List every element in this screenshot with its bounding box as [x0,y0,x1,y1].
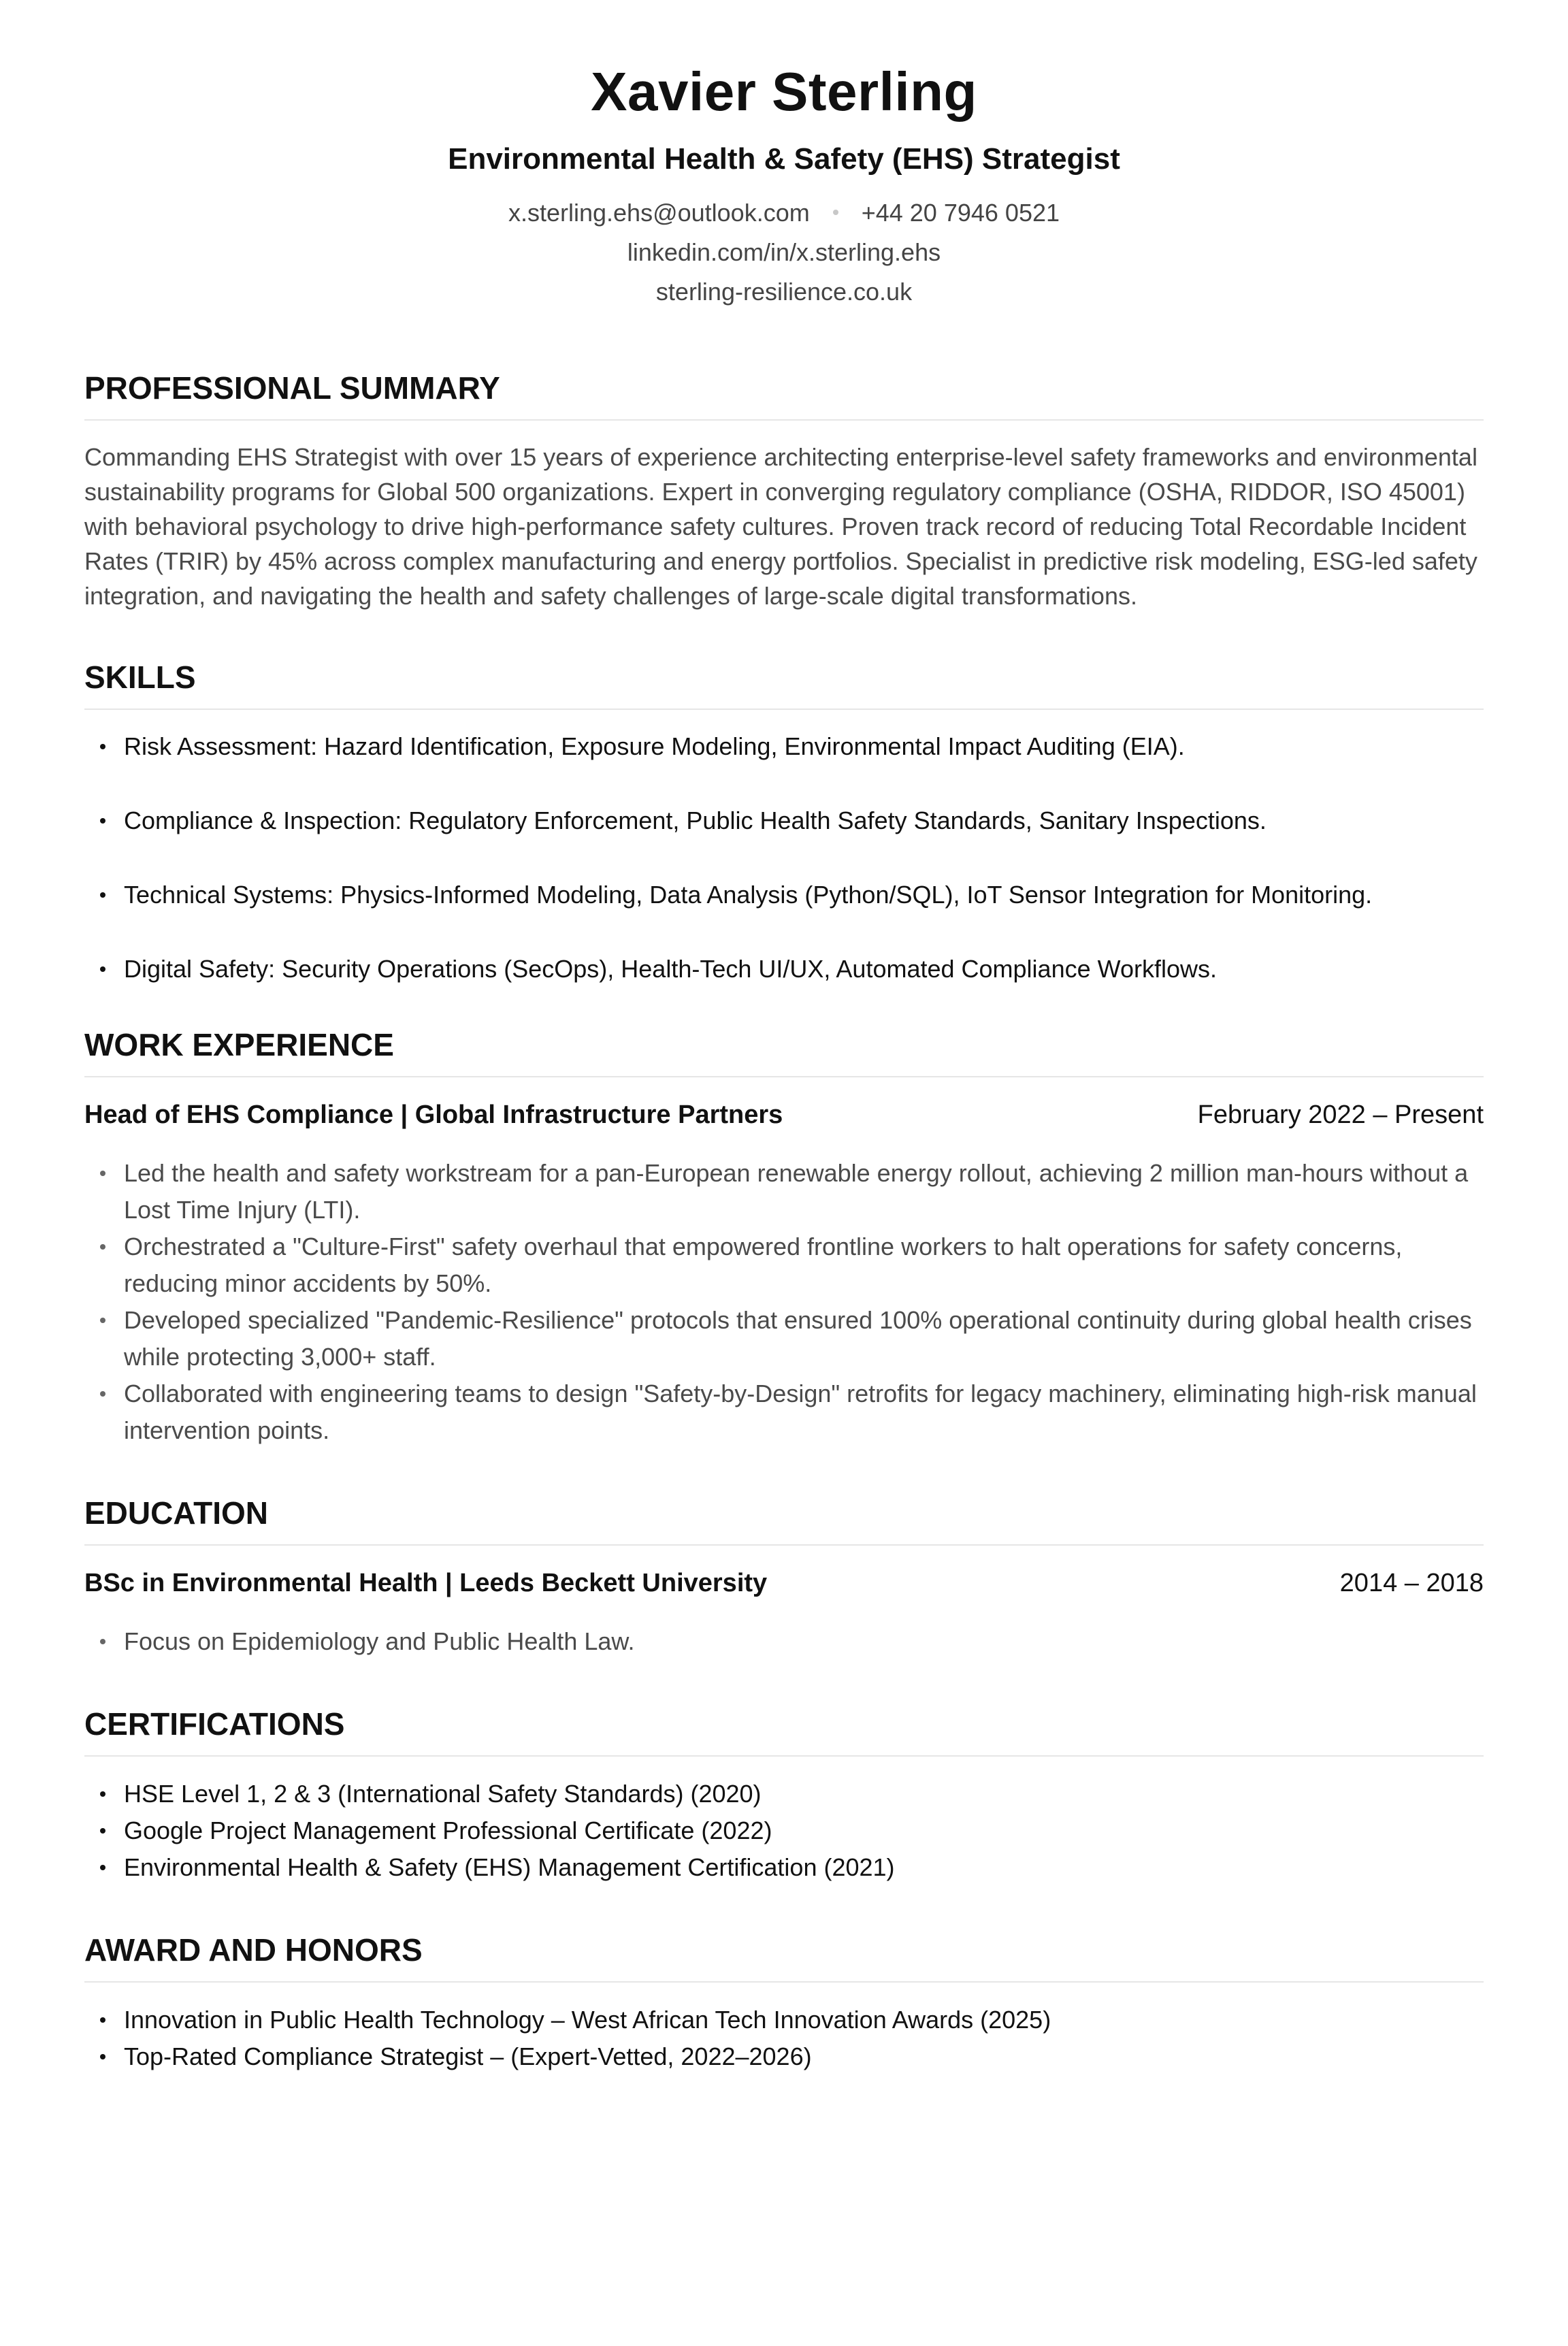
section-heading: CERTIFICATIONS [84,1705,1484,1757]
section-heading: PROFESSIONAL SUMMARY [84,369,1484,421]
skills-list [84,728,1484,988]
skill-text: Compliance & Inspection: Regulatory Enforcement, Public Health Safety Standards, Sanitary Inspections. [124,807,1267,834]
list-item [84,951,1484,988]
candidate-title: Environmental Health & Safety (EHS) Strategist [448,142,1120,176]
job-dates: February 2022 – Present [1197,1101,1484,1129]
bullet-icon [100,744,105,749]
job-bullets [84,1155,1484,1449]
bullet-text: Collaborated with engineering teams to design "Safety-by-Design" retrofits for legacy machinery, eliminating high-risk manual intervention points. [124,1380,1477,1444]
skill-text: Digital Safety: Security Operations (SecOps), Health-Tech UI/UX, Automated Compliance Workflows. [124,955,1217,983]
bullet-icon [100,1791,105,1797]
section-experience [84,1026,1484,1449]
bullet-icon [100,892,105,898]
bullet-icon [100,1639,105,1644]
contact-row [84,193,1484,233]
candidate-name: Xavier Sterling [591,61,977,122]
bullet-text: Developed specialized "Pandemic-Resilience" protocols that ensured 100% operational continuity during global health crises while protecting 3,000+ staff. [124,1306,1472,1371]
bullet-text: Led the health and safety workstream for a pan-European renewable energy rollout, achieving 2 million man-hours without a Lost Time Injury (LTI). [124,1159,1469,1224]
skill-text: Technical Systems: Physics-Informed Modeling, Data Analysis (Python/SQL), IoT Sensor Integration for Monitoring. [124,881,1373,909]
website-link[interactable]: sterling-resilience.co.uk [655,278,913,306]
list-item [84,1812,1484,1849]
list-item [84,1228,1484,1302]
bullet-icon [100,1391,105,1397]
bullet-icon [100,1865,105,1870]
list-item [84,728,1484,765]
section-skills [84,658,1484,988]
section-awards [84,1931,1484,2075]
awards-list [84,2002,1484,2075]
email-link[interactable]: x.sterling.ehs@outlook.com [508,199,810,227]
bullet-icon [100,1171,105,1176]
certification-text: HSE Level 1, 2 & 3 (International Safety Standards) (2020) [124,1780,762,1808]
list-item [84,2038,1484,2075]
summary-text: Commanding EHS Strategist with over 15 years of experience architecting enterprise-level safety frameworks and environmental sustainability programs for Global 500 organizations. Expert in converging regulatory compliance (OSHA, RIDDOR, ISO 45001) with behavioral psychology to drive high-performance safety cultures. Proven track record of reducing Total Recordable Incident Rates (TRIR) by 45% across complex manufacturing and energy portfolios. Specialist in predictive risk modeling, ESG-led safety integration, and navigating the health and safety challenges of large-scale digital transformations. [84,443,1477,610]
section-summary [84,369,1484,613]
section-heading: EDUCATION [84,1494,1484,1546]
list-item [84,1302,1484,1375]
phone-number[interactable]: +44 20 7946 0521 [861,199,1060,227]
section-certifications [84,1705,1484,1886]
bullet-icon [100,1318,105,1323]
website-row [84,272,1484,312]
degree-name: BSc in Environmental Health | Leeds Beckett University [84,1569,768,1597]
list-item [84,877,1484,913]
bullet-icon [100,2054,105,2059]
award-text: Top-Rated Compliance Strategist – (Expert-Vetted, 2022–2026) [124,2042,812,2070]
bullet-icon [100,818,105,824]
certifications-list [84,1776,1484,1886]
education-bullets [84,1623,1484,1660]
list-item [84,1375,1484,1449]
job-role: Head of EHS Compliance | Global Infrastructure Partners [84,1101,783,1129]
bullet-text: Orchestrated a "Culture-First" safety overhaul that empowered frontline workers to halt operations for safety concerns, reducing minor accidents by 50%. [124,1233,1403,1297]
linkedin-link[interactable]: linkedin.com/in/x.sterling.ehs [627,238,941,266]
list-item [84,1849,1484,1886]
bullet-icon [100,1828,105,1834]
list-item [84,1623,1484,1660]
section-heading: AWARD AND HONORS [84,1931,1484,1983]
bullet-icon [100,2017,105,2023]
linkedin-row [84,233,1484,272]
separator-dot-icon [833,210,838,215]
bullet-icon [100,1244,105,1250]
certification-text: Google Project Management Professional Certificate (2022) [124,1816,772,1844]
section-education [84,1494,1484,1660]
job-header [84,1096,1484,1133]
bullet-text: Focus on Epidemiology and Public Health Law. [124,1627,635,1655]
section-heading: SKILLS [84,658,1484,710]
education-header [84,1565,1484,1601]
skill-text: Risk Assessment: Hazard Identification, Exposure Modeling, Environmental Impact Auditing (EIA). [124,732,1185,760]
education-dates: 2014 – 2018 [1339,1569,1484,1597]
section-heading: WORK EXPERIENCE [84,1026,1484,1077]
list-item [84,1155,1484,1228]
certification-text: Environmental Health & Safety (EHS) Management Certification (2021) [124,1853,895,1881]
list-item [84,1776,1484,1812]
award-text: Innovation in Public Health Technology – West African Tech Innovation Awards (2025) [124,2006,1051,2034]
list-item [84,2002,1484,2038]
resume-header [84,63,1484,312]
list-item [84,802,1484,839]
bullet-icon [100,966,105,972]
